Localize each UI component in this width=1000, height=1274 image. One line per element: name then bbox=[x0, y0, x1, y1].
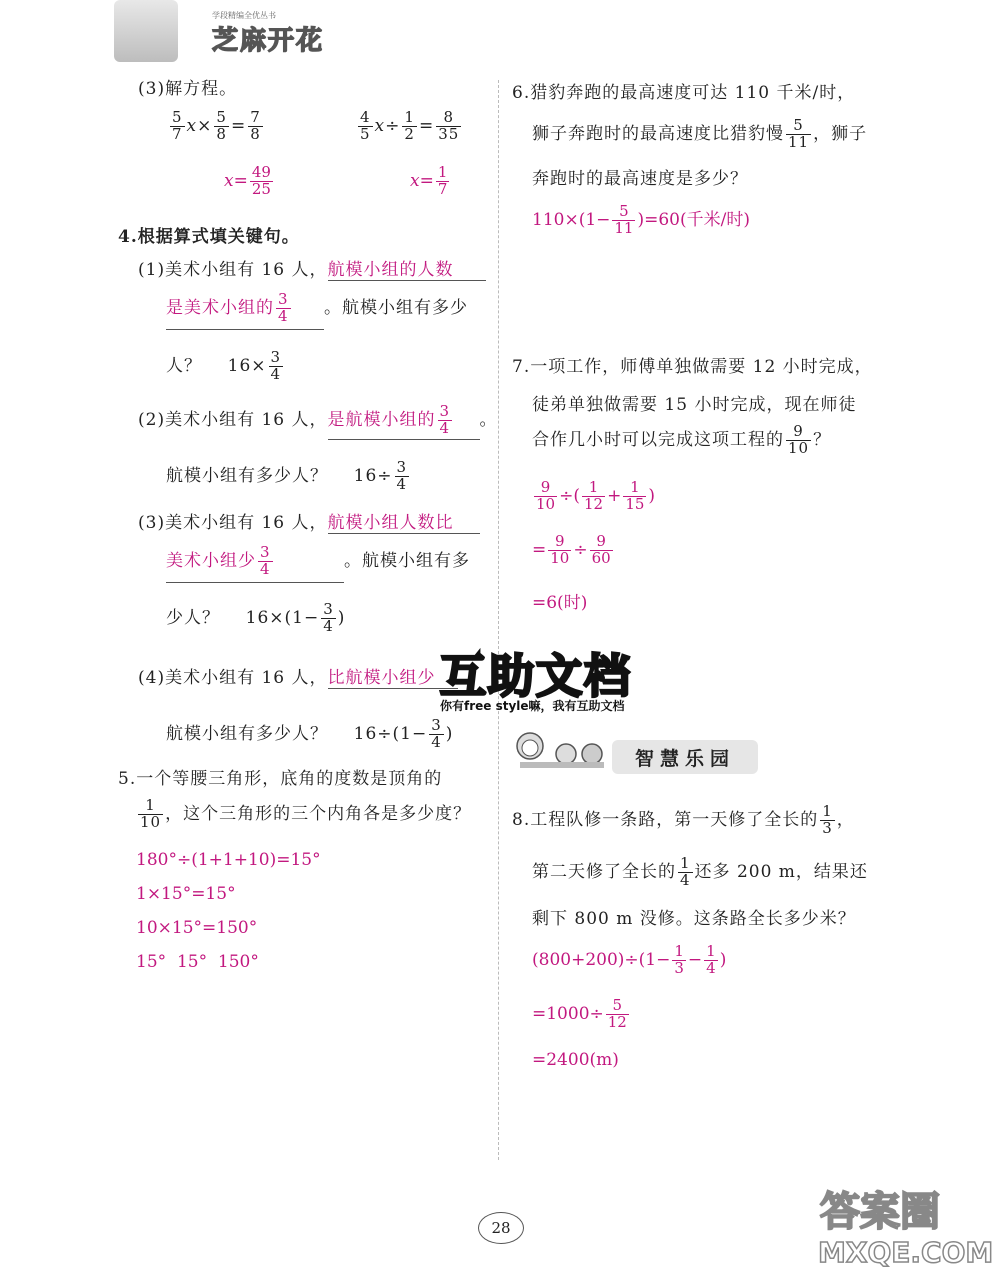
q7-line1: 7.一项工作，师傅单独做需要 12 小时完成， bbox=[512, 357, 873, 377]
q6-line1: 6.猎豹奔跑的最高速度可达 110 千米/时， bbox=[512, 83, 856, 103]
q5-answer-2: 1×15°=15° bbox=[136, 884, 236, 904]
q6-answer: 110×(1− $\frac{5}{11}$ )=60(千米/时) bbox=[532, 202, 750, 237]
brand-logo: 芝麻开花 bbox=[212, 26, 325, 56]
q8-step-2: =1000÷ $\frac{5}{12}$ bbox=[532, 996, 627, 1031]
q4-4-line1: (4)美术小组有 16 人，比航模小组少 bbox=[138, 663, 458, 689]
column-divider bbox=[498, 80, 499, 1160]
page-number: 28 bbox=[478, 1212, 524, 1244]
section-banner bbox=[612, 740, 758, 774]
q7-step-3: =6(时) bbox=[532, 593, 588, 613]
q4-3-line1: (3)美术小组有 16 人，航模小组人数比 bbox=[138, 508, 480, 534]
q4-3-line2: 美术小组少 $\frac{3}{4}$ 。航模小组有多 bbox=[166, 545, 470, 583]
q6-line2: 狮子奔跑时的最高速度比猎豹慢 $\frac{5}{11}$ ，狮子 bbox=[532, 116, 868, 151]
q7-step-1: $\frac{9}{10}$ ÷( $\frac{1}{12}$ + $\frac{1}{15}$ ) bbox=[536, 478, 656, 513]
q5-line1: 5.一个等腰三角形，底角的度数是顶角的 bbox=[118, 769, 443, 789]
q4-2-line1: (2)美术小组有 16 人，是航模小组的 $\frac{3}{4}$ 。 bbox=[138, 404, 498, 440]
corner-watermark: 答案圈 bbox=[820, 1189, 940, 1235]
q4-1-answer-1: 航模小组的人数 bbox=[328, 255, 486, 281]
q4-4-answer: 比航模小组少 bbox=[328, 663, 458, 689]
q8-step-3: =2400(m) bbox=[532, 1050, 619, 1070]
q4-1-line1: (1)美术小组有 16 人，航模小组的人数 bbox=[138, 255, 486, 281]
q4-4-line2: 航模小组有多少人？ 16÷(1− $\frac{3}{4}$ ) bbox=[166, 716, 454, 751]
q7-line2: 徒弟单独做需要 15 小时完成，现在师徒 bbox=[532, 395, 857, 415]
p3-label: (3)解方程。 bbox=[138, 79, 238, 99]
q8-line3: 剩下 800 m 没修。这条路全长多少米？ bbox=[532, 909, 856, 929]
q4-title: 4.根据算式填关键句。 bbox=[118, 227, 300, 247]
series-small-text: 学段精编全优丛书 bbox=[212, 11, 276, 20]
equation-2: $\frac{4}{5}$ x÷ $\frac{1}{2}$ = $\frac{8}{35}$ bbox=[360, 108, 460, 143]
q6-line3: 奔跑时的最高速度是多少？ bbox=[532, 169, 748, 189]
q4-3-answer-2: 美术小组少 $\frac{3}{4}$ bbox=[166, 545, 344, 583]
q8-line2: 第二天修了全长的 $\frac{1}{4}$ 还多 200 m，结果还 bbox=[532, 854, 868, 889]
q4-3-answer-1: 航模小组人数比 bbox=[328, 508, 480, 534]
watermark-subtitle: 你有free style嘛，我有互助文档 bbox=[440, 699, 625, 713]
watermark-title: 互助文档 bbox=[440, 649, 632, 703]
equation-1: $\frac{5}{7}$ x× $\frac{5}{8}$ = $\frac{7}{8}$ bbox=[172, 108, 261, 143]
q7-line3: 合作几小时可以完成这项工程的 $\frac{9}{10}$ ？ bbox=[532, 422, 832, 457]
q5-answer-3: 10×15°=150° bbox=[136, 918, 258, 938]
q5-line2: $\frac{1}{10}$ ，这个三角形的三个内角各是多少度？ bbox=[140, 796, 472, 831]
q4-2-answer: 是航模小组的 $\frac{3}{4}$ bbox=[328, 404, 480, 440]
q4-3-line3: 少人？ 16×(1− $\frac{3}{4}$ ) bbox=[166, 600, 346, 635]
equation-1-answer: x= $\frac{49}{25}$ bbox=[224, 163, 271, 198]
q8-step-1: (800+200)÷(1− $\frac{1}{3}$ − $\frac{1}{4}$ ) bbox=[532, 942, 727, 977]
q4-2-line2: 航模小组有多少人？ 16÷ $\frac{3}{4}$ bbox=[166, 458, 408, 493]
corner-watermark-url: MXQE.COM bbox=[818, 1236, 994, 1269]
equation-2-answer: x= $\frac{1}{7}$ bbox=[410, 163, 448, 198]
q4-1-answer-2: 是美术小组的 $\frac{3}{4}$ bbox=[166, 292, 324, 330]
q5-answer-1: 180°÷(1+1+10)=15° bbox=[136, 850, 321, 870]
q5-answer-4: 15° 15° 150° bbox=[136, 952, 259, 972]
kids-illustration bbox=[514, 728, 610, 772]
q7-step-2: = $\frac{9}{10}$ ÷ $\frac{9}{60}$ bbox=[532, 532, 611, 567]
q4-1-line2: 是美术小组的 $\frac{3}{4}$ 。航模小组有多少 bbox=[166, 292, 468, 330]
section-banner-label: 智慧乐园 bbox=[634, 748, 735, 770]
series-logo-image bbox=[114, 0, 178, 62]
q8-line1: 8.工程队修一条路，第一天修了全长的 $\frac{1}{3}$ ， bbox=[512, 802, 855, 837]
q4-1-line3: 人？ 16× $\frac{3}{4}$ bbox=[166, 348, 282, 383]
